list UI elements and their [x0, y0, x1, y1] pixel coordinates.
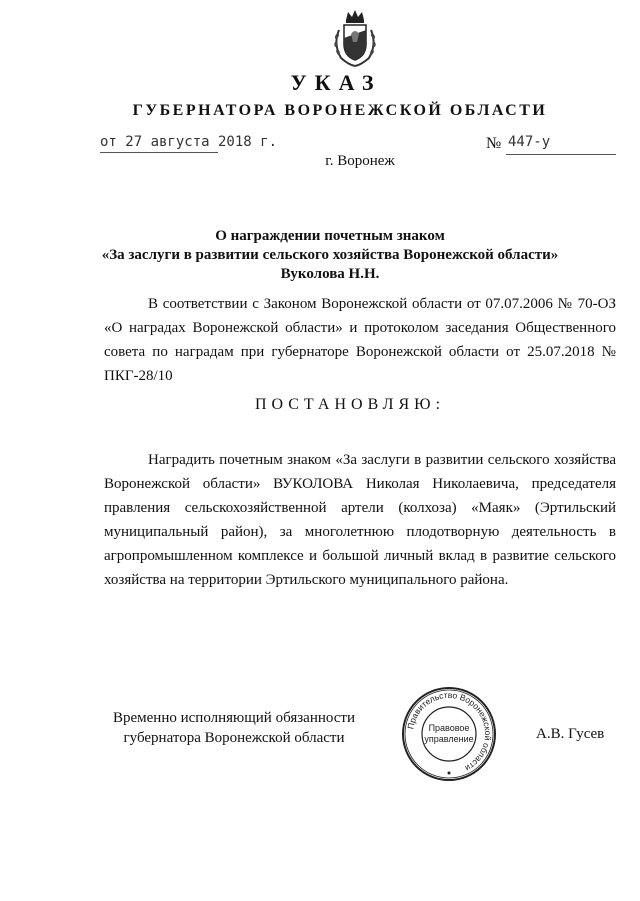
stamp-ring-text: Правительство Воронежской области: [405, 689, 494, 774]
subject-line-2: «За заслуги в развитии сельского хозяйства Воронежской области»: [101, 247, 559, 263]
signatory-title-line-1: Временно исполняющий обязанности: [112, 710, 355, 726]
decree-subject: [100, 227, 560, 284]
preamble-paragraph: В соответствии с Законом Воронежской области от 07.07.2006 № 70-ОЗ «О наградах Воронежской области» и протоколом заседания Общественного совета по наградам при губернаторе Воронежской области от 25.07.2018 № ПКГ-28/10: [104, 296, 616, 384]
signatory-name: А.В. Гусев: [536, 726, 605, 742]
coat-of-arms-emblem: [329, 8, 381, 68]
issuer-title: ГУБЕРНАТОРА ВОРОНЕЖСКОЙ ОБЛАСТИ: [132, 102, 548, 119]
date-text: от 27 августа 2018 г.: [100, 134, 278, 150]
document-date: [100, 133, 300, 151]
signatory-title: [104, 708, 364, 748]
order-paragraph: Наградить почетным знаком «За заслуги в развитии сельского хозяйства Воронежской области» ВУКОЛОВА Николая Николаевича, председателя правления сельскохозяйственной артели (колхоза) «Маяк» (Эртильский муниципальный район), за многолетнюю плодотворную деятельность в агропромышленном комплексе и большой личный вклад в развитие сельского хозяйства на территории Эртильского муниципального района.: [104, 452, 616, 588]
stamp-center-line-1: Правовое: [428, 723, 470, 733]
document-number: [486, 135, 616, 153]
number-value: 447-у: [508, 134, 551, 150]
stamp-center-line-2: управление: [424, 734, 474, 744]
subject-line-3: Вуколова Н.Н.: [280, 266, 380, 282]
subject-line-1: О награждении почетным знаком: [215, 228, 445, 244]
city-line: г. Воронеж: [325, 153, 395, 169]
signatory-title-line-2: губернатора Воронежской области: [123, 730, 345, 746]
document-type-title: УКАЗ: [290, 70, 382, 95]
official-stamp: [400, 685, 498, 783]
number-sign: №: [486, 135, 502, 152]
decree-heading: ПОСТАНОВЛЯЮ:: [254, 396, 446, 413]
